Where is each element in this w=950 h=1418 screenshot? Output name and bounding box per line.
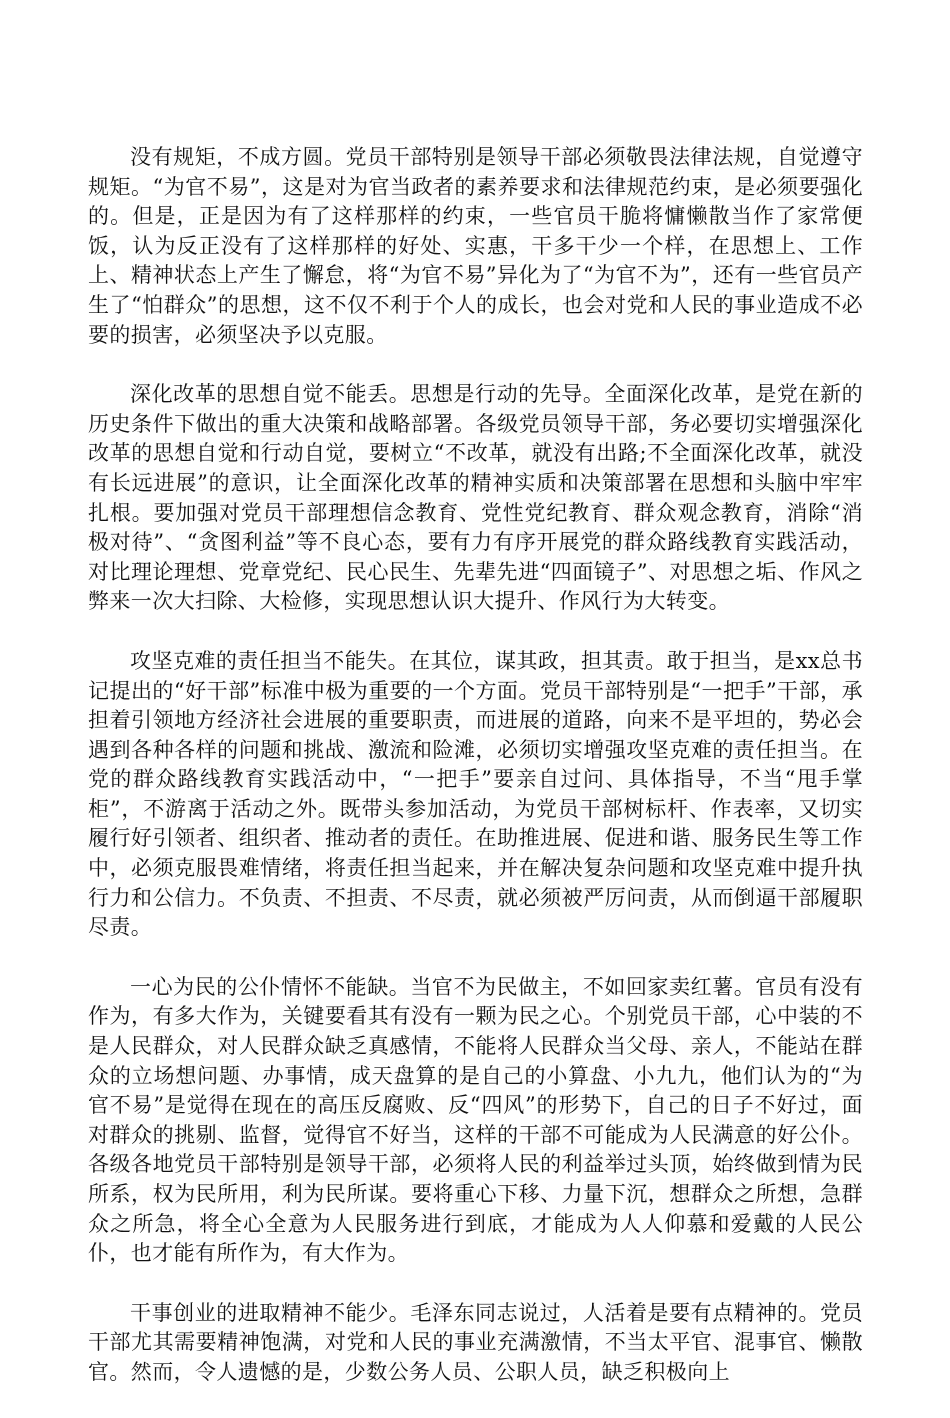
paragraph-enterprising-spirit: 干事创业的进取精神不能少。毛泽东同志说过，人活着是要有点精神的。党员干部尤其需要精神饱满，对党和人民的事业充满激情，不当太平官、混事官、懒散官。然而，令人遗憾的是，少数公务人员、公职人员，缺乏积极向上 xyxy=(88,1300,863,1384)
paragraph-rules: 没有规矩，不成方圆。党员干部特别是领导干部必须敬畏法律法规，自觉遵守规矩。“为官不易”，这是对为官当政者的素养要求和法律规范约束，是必须要强化的。但是，正是因为有了这样那样的约束，一些官员干脆将慵懒散当作了家常便饭，认为反正没有了这样那样的好处、实惠，干多干少一个样，在思想上、工作上、精神状态上产生了懈怠，将“为官不易”异化为了“为官不为”，还有一些官员产生了“怕群众”的思想，这不仅不利于个人的成长，也会对党和人民的事业造成不必要的损害，必须坚决予以克服。 xyxy=(88,145,863,347)
paragraph-reform: 深化改革的思想自觉不能丢。思想是行动的先导。全面深化改革，是党在新的历史条件下做出的重大决策和战略部署。各级党员领导干部，务必要切实增强深化改革的思想自觉和行动自觉，要树立“不改革，就没有出路;不全面深化改革，就没有长远进展”的意识，让全面深化改革的精神实质和决策部署在思想和头脑中牢牢扎根。要加强对党员干部理想信念教育、党性党纪教育、群众观念教育，消除“消极对待”、“贪图利益”等不良心态，要有力有序开展党的群众路线教育实践活动，对比理论理想、党章党纪、民心民生、先辈先进“四面镜子”、对思想之垢、作风之弊来一次大扫除、大检修，实现思想认识大提升、作风行为大转变。 xyxy=(88,382,863,614)
document-body xyxy=(88,143,863,1418)
paragraph-public-servant: 一心为民的公仆情怀不能缺。当官不为民做主，不如回家卖红薯。官员有没有作为，有多大作为，关键要看其有没有一颗为民之心。个别党员干部，心中装的不是人民群众，对人民群众缺乏真感情，不能将人民群众当父母、亲人，不能站在群众的立场想问题、办事情，成天盘算的是自己的小算盘、小九九，他们认为的“为官不易”是觉得在现在的高压反腐败、反“四风”的形势下，自己的日子不好过，面对群众的挑剔、监督，觉得官不好当，这样的干部不可能成为人民满意的好公仆。各级各地党员干部特别是领导干部，必须将人民的利益举过头顶，始终做到情为民所系，权为民所用，利为民所谋。要将重心下移、力量下沉，想群众之所想，急群众之所急，将全心全意为人民服务进行到底，才能成为人人仰慕和爱戴的人民公仆，也才能有所作为，有大作为。 xyxy=(88,974,863,1266)
paragraph-responsibility: 攻坚克难的责任担当不能失。在其位，谋其政，担其责。敢于担当，是xx总书记提出的“好干部”标准中极为重要的一个方面。党员干部特别是“一把手”干部，承担着引领地方经济社会进展的重要职责，而进展的道路，向来不是平坦的，势必会遇到各种各样的问题和挑战、激流和险滩，必须切实增强攻坚克难的责任担当。在党的群众路线教育实践活动中，“一把手”要亲自过问、具体指导，不当“甩手掌柜”，不游离于活动之外。既带头参加活动，为党员干部树标杆、作表率，又切实履行好引领者、组织者、推动者的责任。在助推进展、促进和谐、服务民生等工作中，必须克服畏难情绪，将责任担当起来，并在解决复杂问题和攻坚克难中提升执行力和公信力。不负责、不担责、不尽责，就必须被严厉问责，从而倒逼干部履职尽责。 xyxy=(88,648,863,940)
